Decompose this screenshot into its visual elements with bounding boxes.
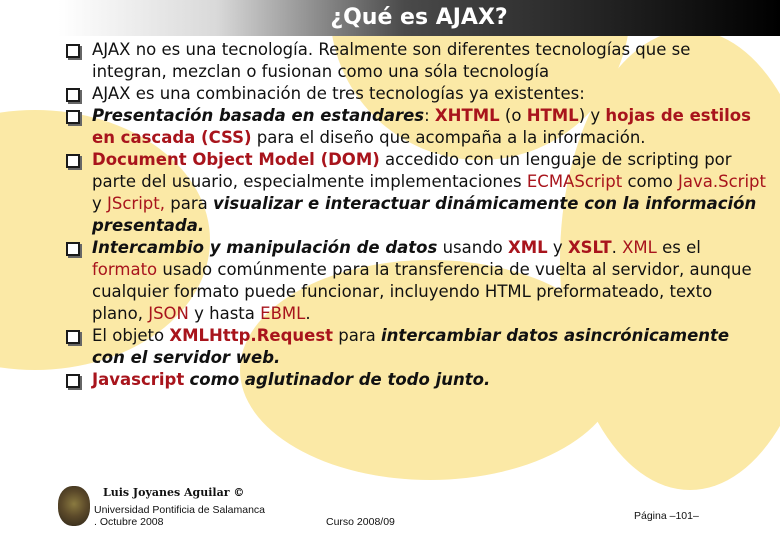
bullet-item xyxy=(66,83,766,105)
footer-date: . Octubre 2008 xyxy=(94,516,164,528)
bullet-text-segment: (o xyxy=(499,106,527,125)
bullet-text-segment: para xyxy=(333,326,382,345)
square-bullet-icon xyxy=(66,88,80,102)
footer-university: Universidad Pontificia de Salamanca xyxy=(94,504,266,516)
bullet-text-segment: hojas de estilos en cascada (CSS) xyxy=(92,106,751,147)
bullet-item xyxy=(66,325,766,369)
bullet-text-segment: XSLT xyxy=(567,238,612,257)
footer-course: Curso 2008/09 xyxy=(326,516,395,528)
bullet-text-segment: ) y xyxy=(578,106,606,125)
bullet-text-segment: HTML xyxy=(526,106,579,125)
bullet-text-segment: como aglutinador de todo junto. xyxy=(189,370,491,389)
bullet-text-segment: y xyxy=(547,238,568,257)
square-bullet-icon xyxy=(66,44,80,58)
bullet-list xyxy=(66,39,766,391)
footer-page-number: Página –101– xyxy=(634,510,699,522)
bullet-text-segment: AJAX no es una tecnología. Realmente son diferentes tecnologías que se integran, mezclan o fusionan como una sóla tecnología xyxy=(92,40,691,81)
bullet-text-segment: : xyxy=(424,106,435,125)
bullet-text-segment: es el xyxy=(656,238,701,257)
square-bullet-icon xyxy=(66,374,80,388)
bullet-text-segment: usando xyxy=(437,238,509,257)
bullet-text-segment: accedido con un lenguaje de scripting por parte del usuario, especialmente implementaciones xyxy=(92,150,732,191)
footer xyxy=(0,480,780,540)
bullet-text-segment: para xyxy=(164,194,213,213)
bullet-item xyxy=(66,149,766,237)
bullet-text-segment: Java.Script xyxy=(678,172,766,191)
square-bullet-icon xyxy=(66,154,80,168)
bullet-text-segment: formato xyxy=(92,260,158,279)
bullet-text-segment: XHTML xyxy=(434,106,500,125)
bullet-text-segment: Presentación basada en estandares xyxy=(92,106,425,125)
bullet-item xyxy=(66,369,766,391)
bullet-item xyxy=(66,105,766,149)
bullet-text-segment: XMLHttp.Request xyxy=(169,326,334,345)
bullet-text-segment: Intercambio y manipulación de datos xyxy=(92,238,438,257)
bullet-item xyxy=(66,237,766,325)
bullet-text-segment: usado comúnmente para la transferencia de vuelta al servidor, aunque cualquier formato puede funcionar, incluyendo HTML preformateado, texto plano, xyxy=(92,260,752,323)
square-bullet-icon xyxy=(66,242,80,256)
slide-title: ¿Qué es AJAX? xyxy=(330,5,508,30)
bullet-text-segment: XML xyxy=(622,238,657,257)
bullet-text-segment: intercambiar datos asincrónicamente con el servidor web. xyxy=(92,326,730,367)
bullet-text-segment: visualizar e interactuar dinámicamente con la información presentada. xyxy=(92,194,757,235)
bullet-item xyxy=(66,39,766,83)
bullet-text-segment: JScript, xyxy=(107,194,165,213)
square-bullet-icon xyxy=(66,110,80,124)
bullet-text-segment: JSON xyxy=(148,304,189,323)
bullet-text-segment: . xyxy=(611,238,623,257)
university-seal-icon xyxy=(58,486,90,526)
bullet-text-segment: XML xyxy=(508,238,548,257)
footer-author: Luis Joyanes Aguilar © xyxy=(103,486,245,499)
bullet-text-segment: Document Object Model (DOM) xyxy=(92,150,380,169)
bullet-text-segment: EBML xyxy=(260,304,306,323)
bullet-text-segment: como xyxy=(622,172,679,191)
bullet-text-segment: . xyxy=(305,304,311,323)
bullet-text-segment: El objeto xyxy=(92,326,170,345)
bullet-text-segment: ECMAScript xyxy=(526,172,623,191)
bullet-text-segment: Javascript xyxy=(92,370,185,389)
bullet-text-segment: y xyxy=(92,194,108,213)
bullet-text-segment: para el diseño que acompaña a la información. xyxy=(251,128,646,147)
square-bullet-icon xyxy=(66,330,80,344)
bullet-text-segment: AJAX es una combinación de tres tecnologías ya existentes: xyxy=(92,84,585,103)
bullet-text-segment: y hasta xyxy=(188,304,261,323)
